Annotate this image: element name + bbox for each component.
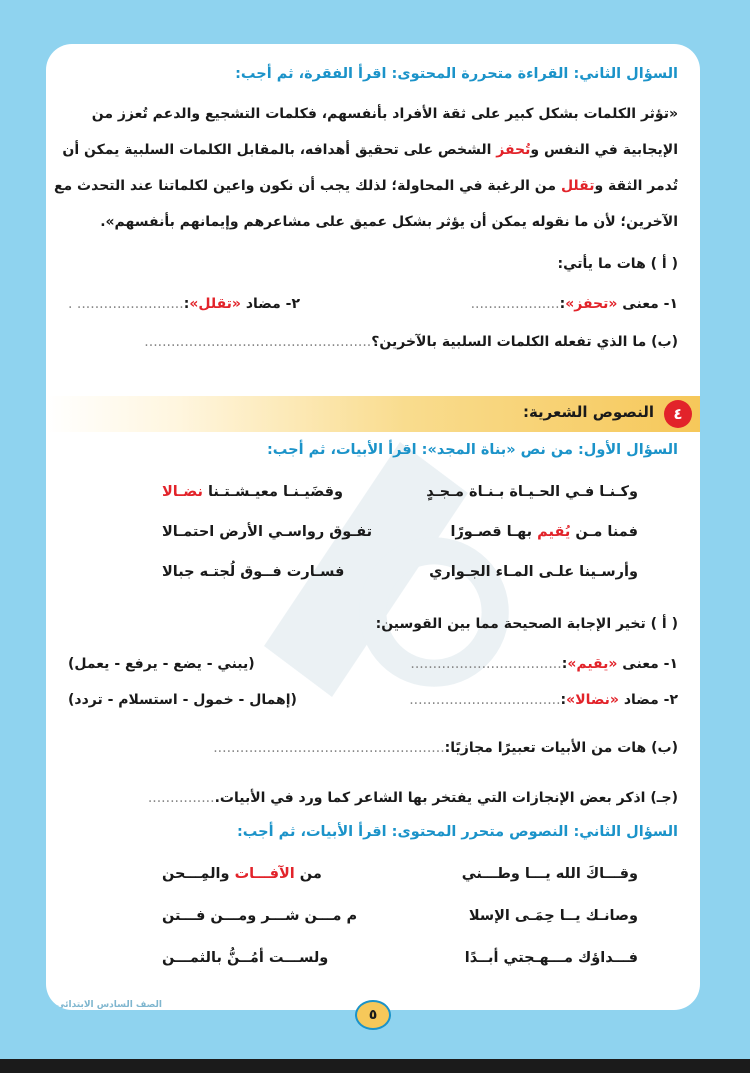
screen-bottom-strip: [0, 1059, 750, 1073]
poem2-question-title: السؤال الثاني: النصوص متحرر المحتوى: اقرأ الأبيات، ثم أجب:: [237, 824, 678, 840]
reading-part-b: (ب) ما الذي تفعله الكلمات السلبية بالآخرين؟...................................................: [144, 334, 678, 350]
paragraph-line-4: الآخرين؛ لأن ما نقوله يمكن أن يؤثر بشكل عميق على مشاعرهم وإيمانهم بأنفسهم».: [100, 214, 678, 230]
highlight-tuhaffiz: تُحفز: [496, 142, 531, 158]
answer-blank[interactable]: ...................................................: [144, 334, 372, 350]
answer-blank[interactable]: ....................................................: [213, 740, 445, 756]
poem2-verse-2-left: م مـــن شـــر ومـــن فـــتن: [162, 908, 358, 924]
poem2-verse-1-right: وقـــاكَ الله يـــا وطـــني: [461, 866, 638, 882]
poem1-part-a-label: ( أ ) تخير الإجابة الصحيحة مما بين القوسين:: [375, 616, 678, 632]
poem1-verse-1-left: وقضَيـنـا معيـشـتـنا نضـالا: [162, 484, 344, 500]
answer-blank[interactable]: ...............: [147, 790, 215, 806]
poem1-verse-2-right: فمنا مـن يُقيم بهـا قصـورًا: [450, 524, 638, 540]
section-title: النصوص الشعرية:: [522, 403, 654, 421]
poem1-verse-1-right: وكـنـا فـي الحـيـاة بـنـاة مـجـدٍ: [426, 484, 638, 500]
poem1-verse-3-left: فسـارت فــوق لُجتـه جبالا: [162, 564, 345, 580]
poem1-a1-options: (يبني - يضع - يرفع - يعمل): [68, 656, 255, 672]
worksheet-page: [46, 44, 700, 1010]
poem2-verse-3-left: ولســـت أمُــنُّ بالثمـــن: [162, 950, 329, 966]
reading-part-a-label: ( أ ) هات ما يأتي:: [557, 256, 678, 272]
answer-blank[interactable]: ........................ .: [68, 296, 184, 312]
poem2-verse-2-right: وصانـك يــا حِمَـى الإسلا: [468, 908, 638, 924]
poem1-part-b: (ب) هات من الأبيات تعبيرًا مجازيًا:....................................................: [213, 740, 678, 756]
reading-a2: ٢- مضاد «تقلل»:........................ .: [68, 296, 300, 312]
poem2-verse-1-left: من الآفـــات والمِـــحن: [162, 866, 322, 882]
answer-blank[interactable]: ..................................: [410, 656, 562, 672]
poem1-verse-2-left: تفـوق رواسـي الأرض احتمـالا: [162, 524, 373, 540]
answer-blank[interactable]: ..................................: [409, 692, 561, 708]
poem1-question-title: السؤال الأول: من نص «بناة المجد»: اقرأ الأبيات، ثم أجب:: [266, 442, 678, 458]
poem1-part-c: (جـ) اذكر بعض الإنجازات التي يفتخر بها الشاعر كما ورد في الأبيات................: [147, 790, 678, 806]
poem1-a2-options: (إهمال - خمول - استسلام - تردد): [68, 692, 297, 708]
poem2-verse-3-right: فـــداؤك مـــهـجتي أبــدًا: [464, 950, 638, 966]
grade-label: الصف السادس الابتدائي: [56, 1000, 162, 1010]
highlight-tuqallil: تقلل: [560, 178, 595, 194]
paragraph-line-2: الإيجابية في النفس وتُحفز الشخص على تحقيق أهدافه، بالمقابل الكلمات السلبية يمكن أن: [62, 142, 678, 158]
poem1-verse-3-right: وأرسـينا علـى المـاء الجـواري: [429, 564, 638, 580]
page-number: ٥: [355, 1000, 391, 1030]
reading-question-title: السؤال الثاني: القراءة متحررة المحتوى: اقرأ الفقرة، ثم أجب:: [235, 66, 678, 82]
poem1-a1: ١- معنى «يقيم»:..................................: [410, 656, 678, 672]
reading-a1: ١- معنى «تحفز»:....................: [470, 296, 678, 312]
poem1-a2: ٢- مضاد «نضالا»:..................................: [409, 692, 678, 708]
paragraph-line-3: تُدمر الثقة وتقلل من الرغبة في المحاولة؛ لذلك يجب أن نكون واعين لكلماتنا عند التحدث مع: [53, 178, 678, 194]
section-number-badge: ٤: [664, 400, 692, 428]
answer-blank[interactable]: ....................: [470, 296, 560, 312]
paragraph-line-1: «تؤثر الكلمات بشكل كبير على ثقة الأفراد بأنفسهم، فكلمات التشجيع والدعم تُعزز من: [91, 106, 678, 122]
